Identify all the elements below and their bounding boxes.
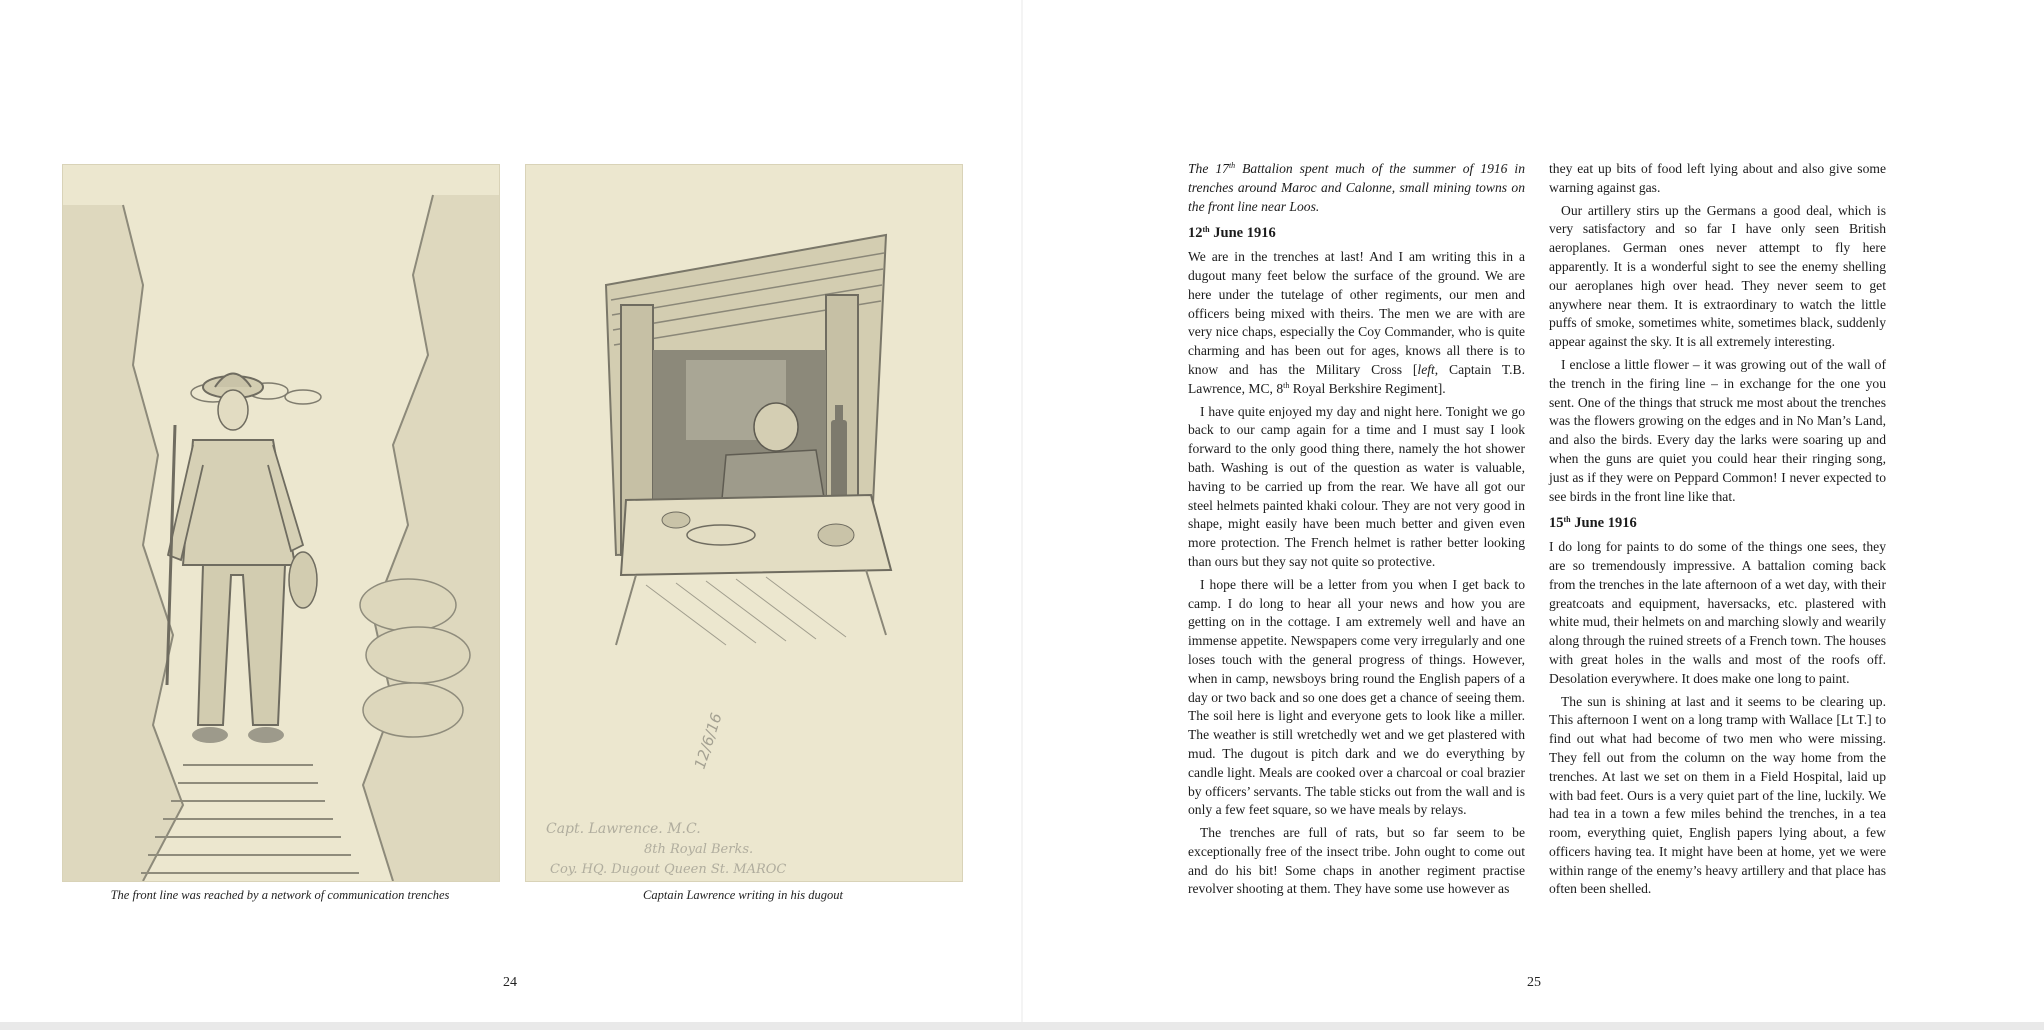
body-paragraph: The trenches are full of rats, but so far seem to be exceptionally free of the insect tribe. John ought to come out and do his bit! Some chaps in another regiment practise revolver shooting at them. They have some use however as bbox=[1188, 825, 1525, 897]
book-gutter bbox=[1021, 0, 1023, 1030]
viewer-bottom-edge bbox=[0, 1022, 2044, 1030]
body-paragraph: I do long for paints to do some of the things one sees, they are so tremendously impressive. A battalion coming back from the trenches in the late afternoon of a wet day, with their greatcoats and equipment, haversacks, etc. plastered with white mud, their helmets on and marching slowly and wearily along through the ruined streets of a French town. The houses with great holes in the walls and most of the roofs off. Desolation everywhere. It does make one long to paint. bbox=[1549, 539, 1886, 686]
trench-soldier-sketch bbox=[62, 164, 500, 882]
body-paragraph: I have quite enjoyed my day and night here. Tonight we go back to our camp again for a time and I must say I look forward to the only good thing there, namely the hot shower bath. Washing is out of the question as water is valuable, having to be carried up from the rear. We have all got our steel helmets painted khaki colour. They are not very good in shape, might easily have been much better and given even more protection. The French helmet is rather better looking than ours but they say not quite so protective. bbox=[1188, 403, 1525, 569]
sketch-date-inscription: 12/6/16 bbox=[690, 710, 726, 772]
right-page bbox=[1022, 0, 2044, 1030]
dateline-12-june: 12th June 1916 bbox=[1188, 225, 1276, 242]
sketch-inscription-line1: Capt. Lawrence. M.C. bbox=[546, 821, 701, 837]
page-number-left: 24 bbox=[503, 975, 517, 990]
sketch-inscription-line2: 8th Royal Berks. bbox=[644, 842, 754, 857]
sketch-inscription-line3: Coy. HQ. Dugout Queen St. MAROC bbox=[550, 862, 787, 877]
body-paragraph: I enclose a little flower – it was growing out of the wall of the trench in the firing line – in exchange for the one you sent. One of the things that struck me most about the trenches was the flowers growing on the edges and in No Man’s Land, and also the birds. Every day the larks were soaring up and when the guns are quiet you could hear their ringing song, just as if they were on Peppard Common! I never expected to see birds in the front line like that. bbox=[1549, 356, 1886, 504]
caption-trench-sketch: The front line was reached by a network of communication trenches bbox=[110, 888, 450, 902]
intro-paragraph: The 17th Battalion spent much of the summer of 1916 in trenches around Maroc and Calonne, small mining towns on the front line near Loos. bbox=[1188, 161, 1525, 214]
caption-dugout-sketch: Captain Lawrence writing in his dugout bbox=[643, 888, 843, 902]
body-paragraph: We are in the trenches at last! And I am writing this in a dugout many feet below the surface of the ground. We are here under the tutelage of other regiments, our men and officers being mixed with theirs. The men we are with are very nice chaps, especially the Coy Commander, who is quite charming and has been out for ages, knows all there is to know and has the Military Cross [left, Captain T.B. Lawrence, MC, 8th Royal Berkshire Regiment]. bbox=[1188, 249, 1525, 396]
text-column-2 bbox=[1549, 160, 1886, 903]
body-paragraph: I hope there will be a letter from you when I get back to camp. I do long to hear all your news and how you are getting on in the cottage. I am extremely well and have an immense appetite. Newspapers come very irregularly and one loses touch with the general progress of things. However, when in camp, newsboys bring round the English papers of a day or two back and so one does get a chance of seeing them. The soil here is light and everyone gets to look like a miller. The weather is still wretchedly wet and we get plastered with mud. The dugout is pitch dark and we do everything by candle light. Meals are cooked over a charcoal or coal brazier by officers’ servants. The table sticks out from the wall and is only a few feet square, so we have meals by relays. bbox=[1188, 576, 1525, 818]
page-number-right: 25 bbox=[1527, 975, 1541, 990]
dateline-15-june: 15th June 1916 bbox=[1549, 515, 1637, 532]
dugout-writing-sketch bbox=[525, 164, 963, 882]
body-paragraph: Our artillery stirs up the Germans a good deal, which is very satisfactory and so far I have only seen British aeroplanes. German ones never attempt to fly here apparently. It is a wonderful sight to see the enemy shelling our aeroplanes high over head. They never seem to get anywhere near them. It is extraordinary to watch the little puffs of smoke, sometimes white, sometimes black, suddenly appear against the sky. It is all extremely interesting. bbox=[1549, 202, 1886, 350]
body-paragraph: they eat up bits of food left lying about and also give some warning against gas. bbox=[1549, 161, 1886, 195]
body-paragraph: The sun is shining at last and it seems to be clearing up. This afternoon I went on a long tramp with Wallace [Lt T.] to find out what had become of two men who were missing. They fell out from the column on the way home from the trenches. At last we set on them in a Field Hospital, laid up with bad feet. Ours is a very quiet part of the line, luckily. We had tea in a town a few miles behind the trenches, in a tea room, everything quiet, English papers lying about, a few officers having tea. It might have been at home, yet we were within range of the enemy’s heavy artillery and that place has often been shelled. bbox=[1549, 693, 1886, 897]
text-column-1 bbox=[1188, 160, 1525, 903]
